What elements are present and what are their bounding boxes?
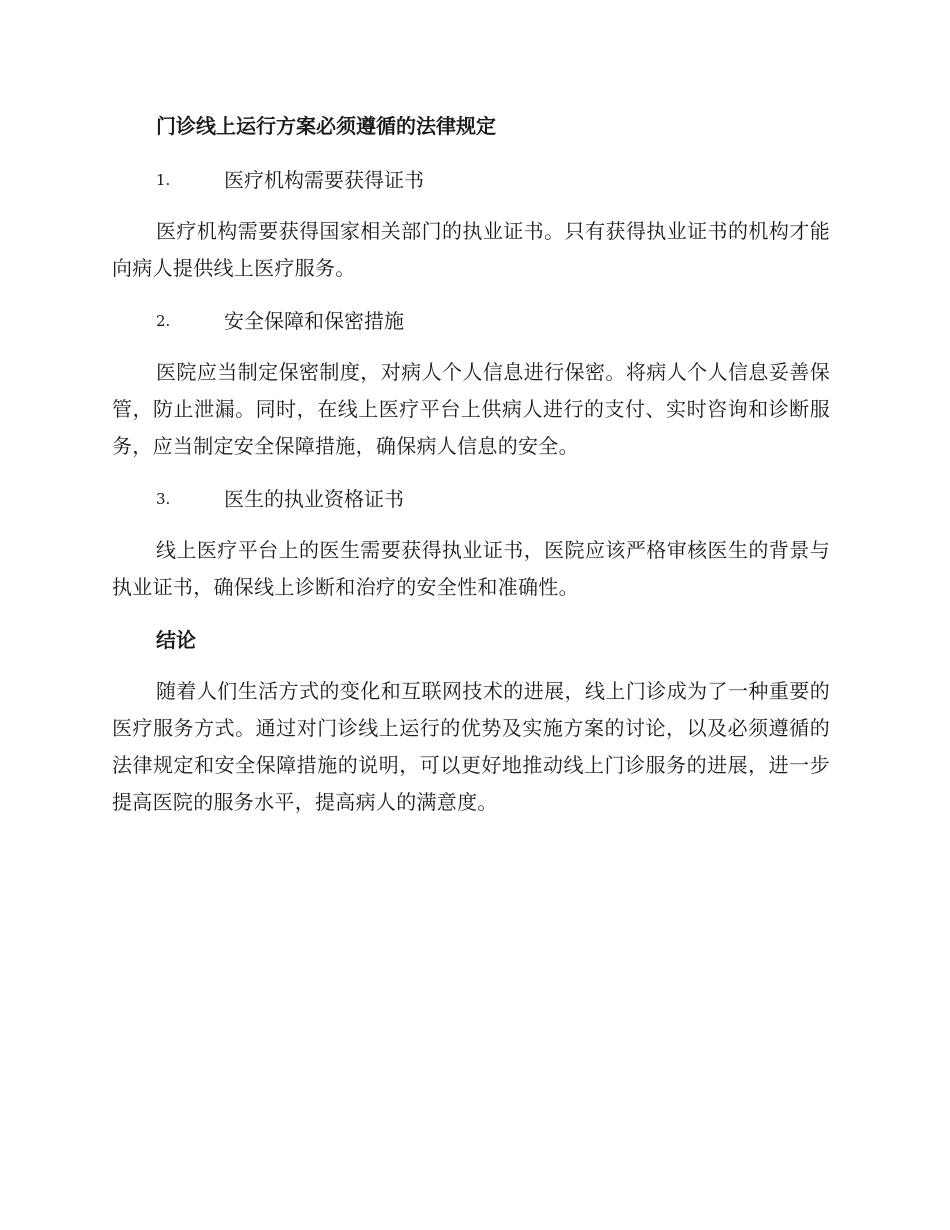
conclusion-heading: 结论 bbox=[156, 628, 196, 652]
document-page bbox=[112, 105, 830, 834]
section-3-heading-text: 医生的执业资格证书 bbox=[224, 487, 404, 511]
section-1-heading-text: 医疗机构需要获得证书 bbox=[224, 168, 424, 192]
section-2-body: 医院应当制定保密制度，对病人个人信息进行保密。将病人个人信息妥善保管，防止泄漏。同时，在线上医疗平台上供病人进行的支付、实时咨询和诊断服务，应当制定安全保障措施，确保病人信息的安全。 bbox=[112, 360, 830, 458]
section-3-heading bbox=[112, 478, 830, 520]
section-1-heading bbox=[112, 159, 830, 201]
section-2-heading-text: 安全保障和保密措施 bbox=[224, 309, 404, 333]
document-title: 门诊线上运行方案必须遵循的法律规定 bbox=[156, 114, 496, 138]
section-2-number: 2. bbox=[156, 312, 171, 330]
section-3-number: 3. bbox=[156, 490, 171, 508]
section-2-heading bbox=[112, 300, 830, 342]
section-1-number: 1. bbox=[156, 171, 171, 189]
conclusion-body: 随着人们生活方式的变化和互联网技术的进展，线上门诊成为了一种重要的医疗服务方式。通过对门诊线上运行的优势及实施方案的讨论，以及必须遵循的法律规定和安全保障措施的说明，可以更好地推动线上门诊服务的进展，进一步提高医院的服务水平，提高病人的满意度。 bbox=[112, 679, 830, 814]
section-3-body: 线上医疗平台上的医生需要获得执业证书，医院应该严格审核医生的背景与执业证书，确保线上诊断和治疗的安全性和准确性。 bbox=[112, 538, 830, 599]
section-1-body: 医疗机构需要获得国家相关部门的执业证书。只有获得执业证书的机构才能向病人提供线上医疗服务。 bbox=[112, 219, 830, 280]
